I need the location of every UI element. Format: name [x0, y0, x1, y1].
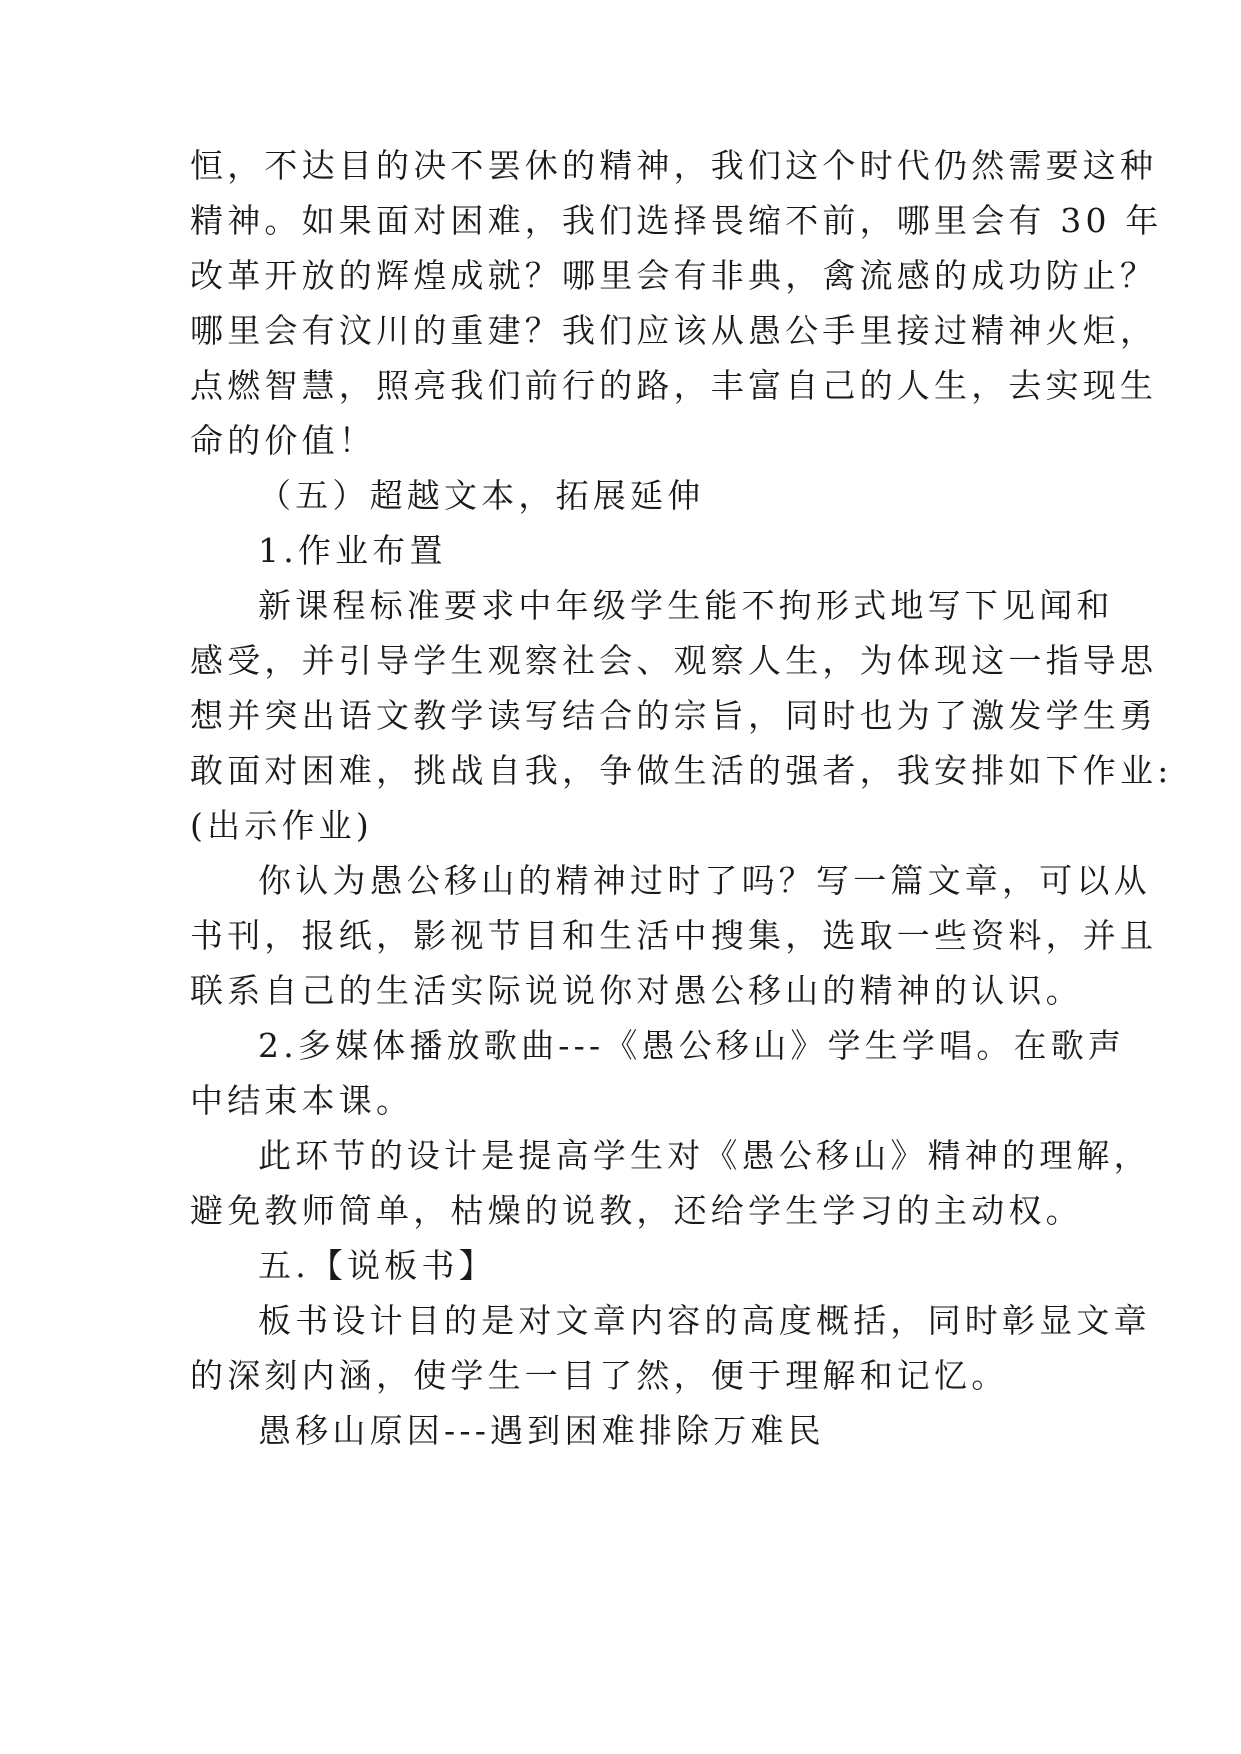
paragraph-line: 精神。如果面对困难，我们选择畏缩不前，哪里会有 30 年: [190, 201, 1163, 240]
paragraph-line: 书刊，报纸，影视节目和生活中搜集，选取一些资料，并且: [190, 916, 1158, 955]
paragraph-line: 此环节的设计是提高学生对《愚公移山》精神的理解，: [258, 1136, 1151, 1175]
paragraph-line: 命的价值！: [190, 421, 376, 460]
paragraph-line: 联系自己的生活实际说说你对愚公移山的精神的认识。: [190, 971, 1083, 1010]
section-heading: （五）超越文本，拓展延伸: [258, 476, 705, 515]
paragraph-line: 中结束本课。: [190, 1081, 414, 1120]
paragraph-line: 的深刻内涵，使学生一目了然，便于理解和记忆。: [190, 1356, 1009, 1395]
paragraph-line: 感受，并引导学生观察社会、观察人生，为体现这一指导思: [190, 641, 1158, 680]
paragraph-line: 敢面对困难，挑战自我，争做生活的强者，我安排如下作业:: [190, 751, 1173, 790]
section-heading: 五.【说板书】: [258, 1246, 496, 1285]
subsection-heading: 1.作业布置: [258, 531, 447, 570]
paragraph-line: 新课程标准要求中年级学生能不拘形式地写下见闻和: [258, 586, 1114, 625]
paragraph-line: 你认为愚公移山的精神过时了吗？写一篇文章，可以从: [258, 861, 1151, 900]
paragraph-line: 2.多媒体播放歌曲---《愚公移山》学生学唱。在歌声: [258, 1026, 1126, 1065]
paragraph-line: 想并突出语文教学读写结合的宗旨，同时也为了激发学生勇: [190, 696, 1158, 735]
paragraph-line: 板书设计目的是对文章内容的高度概括，同时彰显文章: [258, 1301, 1151, 1340]
paragraph-line: 点燃智慧，照亮我们前行的路，丰富自己的人生，去实现生: [190, 366, 1158, 405]
paragraph-line: 改革开放的辉煌成就？哪里会有非典，禽流感的成功防止？: [190, 256, 1158, 295]
paragraph-line: (出示作业): [190, 806, 373, 845]
paragraph-line: 避免教师简单，枯燥的说教，还给学生学习的主动权。: [190, 1191, 1083, 1230]
paragraph-line: 愚移山原因---遇到困难排除万难民: [258, 1411, 825, 1450]
paragraph-line: 恒，不达目的决不罢休的精神，我们这个时代仍然需要这种: [190, 146, 1158, 185]
paragraph-line: 哪里会有汶川的重建？我们应该从愚公手里接过精神火炬，: [190, 311, 1158, 350]
